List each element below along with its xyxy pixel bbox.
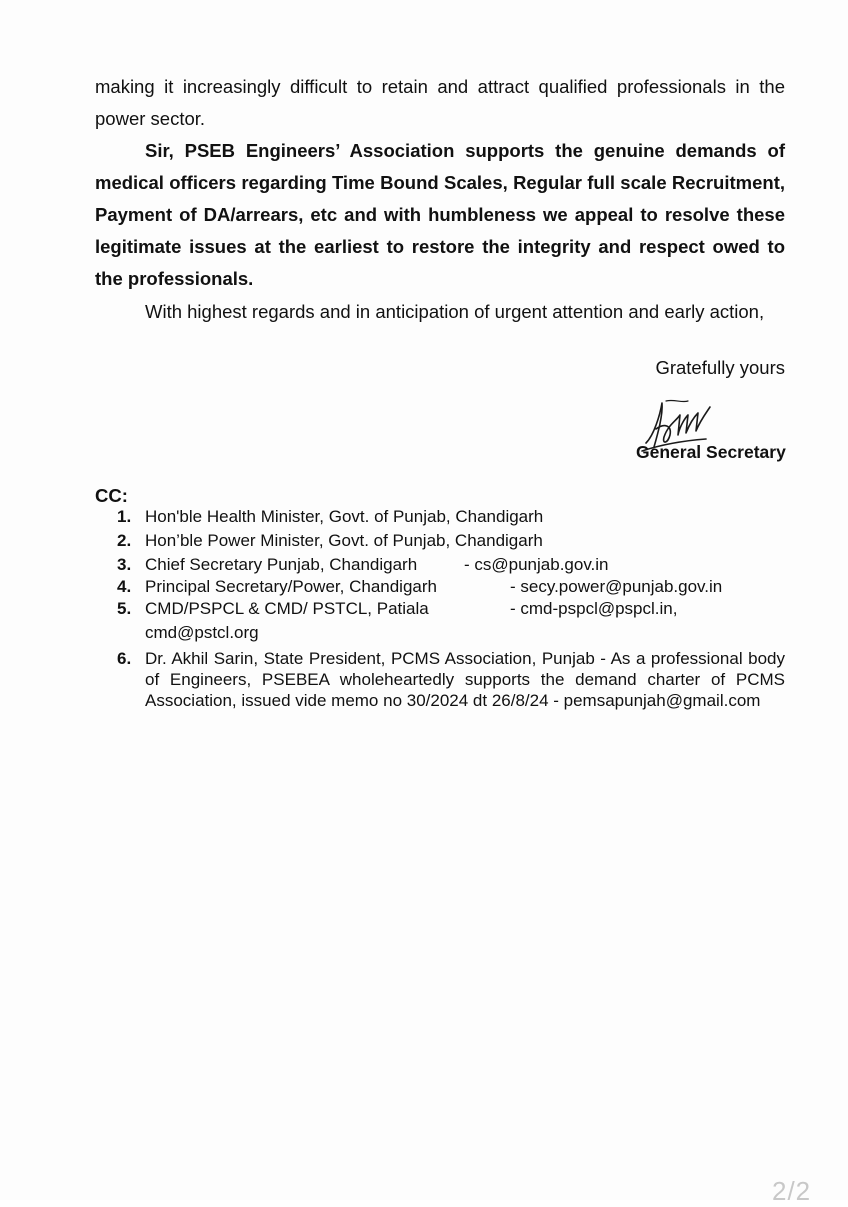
- cc-recipient: CMD/PSPCL & CMD/ PSTCL, Patiala: [145, 599, 429, 618]
- cc-email: - cmd-pspcl@pspcl.in,: [510, 599, 678, 618]
- list-item: [95, 530, 785, 552]
- cc-recipient: Chief Secretary Punjab, Chandigarh: [145, 555, 418, 574]
- page-number: 2/2: [772, 1176, 812, 1206]
- list-item: [95, 554, 785, 576]
- list-number: 2.: [117, 531, 132, 550]
- cc-email: - cs@punjab.gov.in: [464, 555, 609, 574]
- paragraph-line: making it increasingly difficult to retain and attract qualified professionals in the: [95, 76, 785, 97]
- closing-line: Gratefully yours: [655, 357, 785, 378]
- cc-recipient: Hon’ble Power Minister, Govt. of Punjab, Chandigarh: [145, 531, 543, 550]
- list-number: 3.: [117, 555, 132, 574]
- paragraph-line: power sector.: [95, 108, 206, 129]
- support-paragraph: Sir, PSEB Engineers’ Association supports the genuine demands of medical officers regarding Time Bound Scales, Regular full scale Recruitment, Payment of DA/arrears, etc and with humbleness we appeal to resolve these legitimate issues at the earliest to restore the integrity and respect owed to the professionals.: [95, 140, 785, 289]
- list-number: 6.: [117, 649, 132, 668]
- list-item: [95, 648, 785, 711]
- cc-recipient: Dr. Akhil Sarin, State President, PCMS Association, Punjab - As a professional body of Engineers, PSEBEA wholeheartedly supports the demand charter of PCMS Association, issued vide memo no 30/2024 dt 26/8/24 - pemsapunjah@gmail.com: [145, 649, 785, 710]
- list-item: [95, 576, 785, 598]
- list-item: [95, 598, 785, 644]
- cc-email: - secy.power@punjab.gov.in: [510, 577, 723, 596]
- cc-email-secondary: cmd@pstcl.org: [145, 623, 259, 642]
- list-number: 5.: [117, 599, 132, 618]
- signatory-title: General Secretary: [636, 442, 786, 462]
- cc-recipient: Principal Secretary/Power, Chandigarh: [145, 577, 437, 596]
- regards-line: With highest regards and in anticipation of urgent attention and early action,: [145, 301, 765, 322]
- cc-list: [95, 506, 785, 711]
- list-number: 1.: [117, 507, 132, 526]
- cc-heading: CC:: [95, 485, 128, 506]
- list-number: 4.: [117, 577, 132, 596]
- paragraph-continuation: [95, 71, 785, 135]
- cc-recipient: Hon'ble Health Minister, Govt. of Punjab, Chandigarh: [145, 507, 544, 526]
- list-item: [95, 506, 785, 528]
